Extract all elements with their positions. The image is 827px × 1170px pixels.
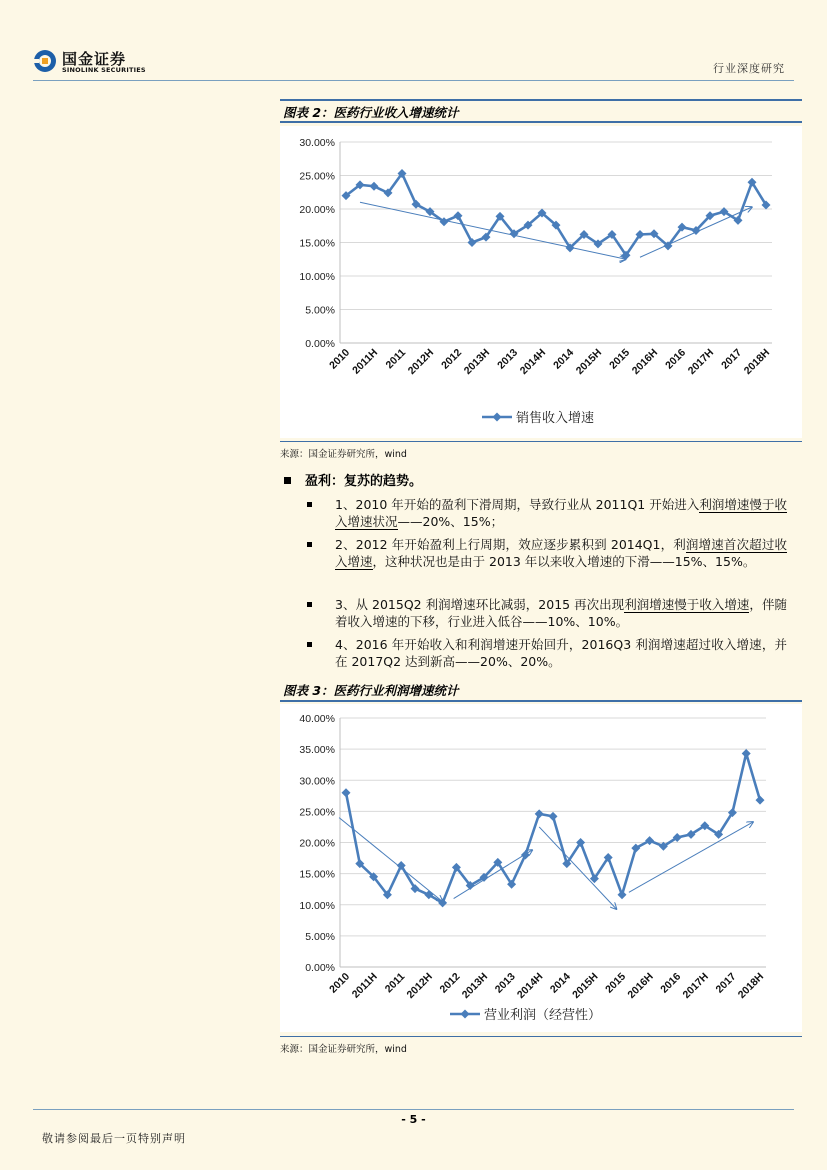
x-tick-label: 2016 <box>663 346 689 372</box>
figure3-chart <box>280 704 802 1032</box>
y-tick-label: 0.00% <box>305 962 335 974</box>
y-tick-label: 10.00% <box>299 899 335 912</box>
data-point <box>618 890 627 899</box>
y-tick-label: 20.00% <box>299 204 335 216</box>
data-point <box>454 211 463 220</box>
data-point <box>370 182 379 191</box>
x-tick-label: 2018H <box>741 346 773 378</box>
x-tick-label: 2016 <box>658 970 684 996</box>
x-tick-label: 2017 <box>719 346 745 372</box>
x-tick-label: 2014H <box>514 970 546 1002</box>
figure3-title-rule <box>280 700 802 702</box>
trend-arrow <box>539 827 616 909</box>
x-tick-label: 2018H <box>735 970 767 1002</box>
x-tick-label: 2014H <box>517 346 549 378</box>
page-number: - 5 - <box>401 1113 426 1126</box>
y-tick-label: 15.00% <box>299 237 335 250</box>
y-tick-label: 0.00% <box>305 338 335 350</box>
data-point <box>468 238 477 247</box>
data-point <box>342 788 351 797</box>
y-tick-label: 35.00% <box>299 744 335 757</box>
footer-disclaimer: 敬请参阅最后一页特别声明 <box>42 1132 186 1145</box>
figure2-bottom-rule <box>280 441 802 442</box>
x-tick-label: 2015 <box>603 970 629 996</box>
figure3-title: 图表 3：医药行业利润增速统计 <box>283 683 459 698</box>
figure2-top-rule <box>280 99 802 101</box>
bullet-icon <box>307 602 312 607</box>
list-item: 3、从 2015Q2 利润增速环比减弱，2015 再次出现利润增速慢于收入增速，伴随着收入增速的下移，行业进入低谷——10%、10%。 <box>335 596 787 630</box>
data-point <box>412 200 421 209</box>
x-tick-label: 2012 <box>439 346 465 372</box>
list-item: 2、2012 年开始盈利上行周期，效应逐步累积到 2014Q1，利润增速首次超过收入增速，这种状况也是由于 2013 年以来收入增速的下滑——15%、15%。 <box>335 536 787 570</box>
y-tick-label: 5.00% <box>305 930 335 943</box>
x-tick-label: 2013 <box>495 346 521 372</box>
legend-marker <box>461 1010 470 1019</box>
x-tick-label: 2014 <box>547 970 573 996</box>
figure3-bottom-rule <box>280 1036 802 1037</box>
x-tick-label: 2015H <box>570 970 601 1002</box>
logo-chinese-name: 国金证券 <box>62 50 127 68</box>
figure2-source: 来源：国金证券研究所，wind <box>280 449 407 460</box>
legend-marker <box>493 413 502 422</box>
x-tick-label: 2011 <box>382 970 408 996</box>
report-type-label: 行业深度研究 <box>713 62 785 75</box>
figure2-title: 图表 2：医药行业收入增速统计 <box>283 105 459 120</box>
list-item: 4、2016 年开始收入和利润增速开始回升，2016Q3 利润增速超过收入增速，并在 2017Q2 达到新高——20%、20%。 <box>335 636 787 670</box>
y-tick-label: 30.00% <box>299 775 335 788</box>
x-tick-label: 2013H <box>459 970 491 1002</box>
bullet-icon <box>307 542 312 547</box>
trend-arrow <box>454 850 533 899</box>
figure2-title-rule <box>280 121 802 123</box>
x-tick-label: 2017 <box>713 970 739 996</box>
x-tick-label: 2011 <box>383 346 409 372</box>
y-tick-label: 30.00% <box>299 137 335 149</box>
legend-label: 营业利润（经营性） <box>484 1007 602 1022</box>
x-tick-label: 2011H <box>349 970 380 1001</box>
sinolink-logo-icon <box>33 49 57 73</box>
y-tick-label: 20.00% <box>299 837 335 850</box>
y-tick-label: 15.00% <box>299 868 335 881</box>
data-point <box>756 796 765 805</box>
footer-divider <box>33 1109 794 1110</box>
section-heading-text: 盈利：复苏的趋势。 <box>305 474 423 489</box>
bullet-icon <box>307 642 312 647</box>
figure2-chart <box>280 126 802 438</box>
data-point <box>535 809 544 818</box>
legend-label: 销售收入增速 <box>516 410 595 425</box>
y-tick-label: 40.00% <box>299 713 335 725</box>
figure3-source: 来源：国金证券研究所，wind <box>280 1044 407 1055</box>
list-item: 1、2010 年开始的盈利下滑周期，导致行业从 2011Q1 开始进入利润增速慢于收入增速状况——20%、15%； <box>335 496 787 530</box>
x-tick-label: 2015H <box>573 346 605 378</box>
data-point <box>742 749 751 758</box>
x-tick-label: 2010 <box>327 970 353 996</box>
y-tick-label: 10.00% <box>299 271 335 283</box>
x-tick-label: 2010 <box>327 346 353 372</box>
trend-arrow <box>360 202 626 259</box>
x-tick-label: 2016H <box>625 970 656 1002</box>
y-tick-label: 25.00% <box>299 170 335 183</box>
x-tick-label: 2014 <box>551 346 577 372</box>
series-line <box>346 753 760 902</box>
x-tick-label: 2017H <box>685 346 717 378</box>
x-tick-label: 2016H <box>629 346 661 378</box>
x-tick-label: 2012H <box>404 970 435 1002</box>
header-divider <box>33 80 794 81</box>
bullet-icon <box>307 502 312 507</box>
y-tick-label: 5.00% <box>305 304 335 317</box>
x-tick-label: 2012 <box>437 970 463 996</box>
x-tick-label: 2013H <box>461 346 493 378</box>
y-tick-label: 25.00% <box>299 806 335 819</box>
section-heading <box>284 470 422 489</box>
x-tick-label: 2012H <box>405 346 437 378</box>
x-tick-label: 2015 <box>607 346 633 372</box>
x-tick-label: 2013 <box>492 970 518 996</box>
square-bullet-icon <box>284 477 291 484</box>
data-point <box>549 812 558 821</box>
x-tick-label: 2011H <box>350 346 381 377</box>
logo-english-name: SINOLINK SECURITIES <box>62 66 146 74</box>
x-tick-label: 2017H <box>680 970 711 1002</box>
